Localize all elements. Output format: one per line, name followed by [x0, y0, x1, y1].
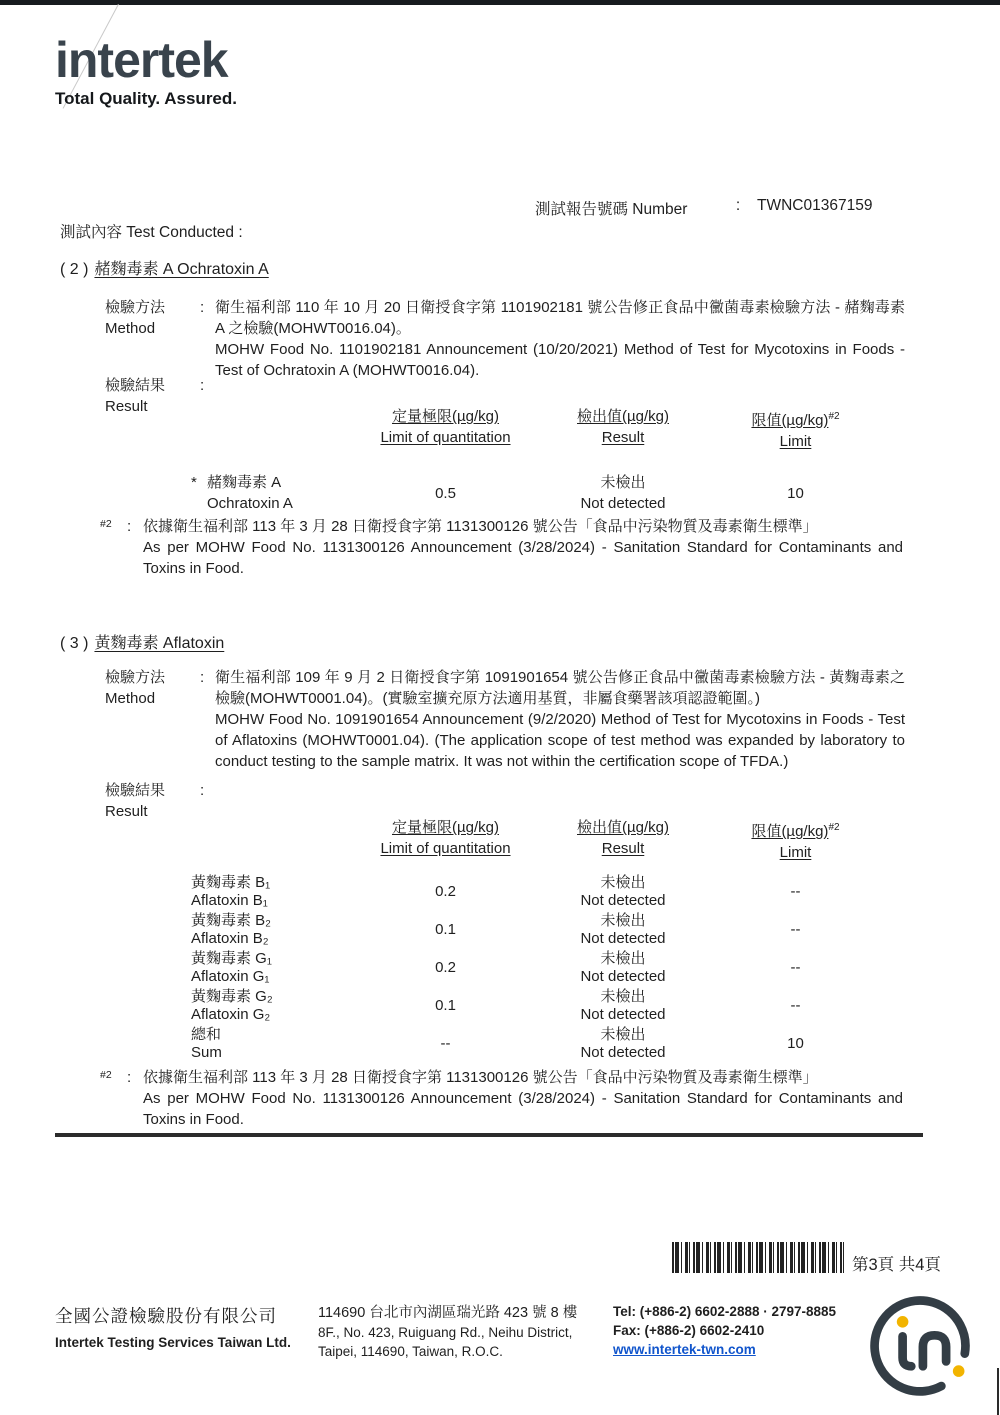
result-value: 未檢出 Not detected: [580, 1025, 666, 1061]
intertek-logo: [55, 34, 237, 109]
analyte-name: 總和 Sum: [191, 1026, 222, 1061]
footer-address: [318, 1304, 577, 1361]
limit-value: 10: [787, 1034, 804, 1052]
loq-value: 0.1: [435, 920, 456, 938]
test-conducted-label: 測試內容 Test Conducted :: [60, 224, 243, 241]
section-aflatoxin-heading: [60, 630, 224, 653]
intertek-wordmark: intertek: [55, 32, 228, 88]
intertek-seal-icon: [862, 1282, 978, 1413]
limit-value: --: [790, 882, 801, 900]
report-number-value: TWNC01367159: [757, 197, 873, 214]
limit-value: --: [790, 996, 801, 1014]
col-header-loq: 定量極限(µg/kg) Limit of quantitation: [380, 408, 511, 446]
analyte-name: 黃麴毒素 B₁ Aflatoxin B₁: [191, 874, 271, 909]
col-header-loq: 定量極限(µg/kg) Limit of quantitation: [380, 819, 511, 857]
loq-value: 0.5: [435, 484, 456, 502]
website-link[interactable]: www.intertek-twn.com: [613, 1342, 756, 1357]
footer-company: [55, 1303, 291, 1350]
footnote-aflatoxin: $^{\#2}$ : 依據衛生福利部 113 年 3 月 28 日衛授食字第 1131300126 號公告「食品中污染物質及毒素衛生標準」 As per MOHW Food No. 1131300126 Announcement (3/28/2024) - Sanitation Standard for Contaminants and Toxins in Food.: [100, 1069, 903, 1128]
loq-value: 0.2: [435, 882, 456, 900]
footnote-en: As per MOHW Food No. 1131300126 Announcement (3/28/2024) - Sanitation Standard for Contaminants and Toxins in Food.: [143, 539, 903, 577]
address-en-line2: Taipei, 114690, Taiwan, R.O.C.: [318, 1344, 503, 1359]
footnote-en: As per MOHW Food No. 1131300126 Announcement (3/28/2024) - Sanitation Standard for Contaminants and Toxins in Food.: [143, 1090, 903, 1128]
loq-value: 0.1: [435, 996, 456, 1014]
method-text: 衛生福利部 109 年 9 月 2 日衛授食字第 1091901654 號公告修正食品中黴菌毒素檢驗方法 - 黃麴毒素之檢驗(MOHWT0001.04)。(實驗室擴充原方法適用基質，非屬食藥署該項認證範圍。) MOHW Food No. 1091901654 Announcement (9/2/2020) Method of Test for Mycotoxins in Foods - Test of Aflatoxins (MOHWT0001.04). (The application scope of test method was expanded by laboratory to conduct testing to the sample matrix. It was not within the certification scope of TFDA.): [215, 669, 905, 770]
method-text: 衛生福利部 110 年 10 月 20 日衛授食字第 1101902181 號公告修正食品中黴菌毒素檢驗方法 - 赭麴毒素 A 之檢驗(MOHWT0016.04)。 MOHW Food No. 1101902181 Announcement (10/20/2021) Method of Test for Mycotoxins in Foods - Test of Ochratoxin A (MOHWT0016.04).: [215, 299, 905, 379]
limit-value: --: [790, 920, 801, 938]
report-number-row: [535, 197, 872, 219]
analyte-name: 黃麴毒素 G₂ Aflatoxin G₂: [191, 988, 273, 1023]
result-value: 未檢出 Not detected: [580, 474, 666, 512]
company-name-zh: 全國公證檢驗股份有限公司: [55, 1306, 277, 1326]
col-header-result: 檢出值(µg/kg) Result: [577, 408, 669, 446]
scan-edge-right: [997, 1368, 999, 1415]
fax-line: Fax: (+886-2) 6602-2410: [613, 1323, 765, 1338]
col-header-result: 檢出值(µg/kg) Result: [577, 819, 669, 857]
footer-contact: [613, 1302, 836, 1359]
result-value: 未檢出 Not detected: [580, 911, 666, 947]
company-name-en: Intertek Testing Services Taiwan Ltd.: [55, 1335, 291, 1350]
footnote-zh: 依據衛生福利部 113 年 3 月 28 日衛授食字第 1131300126 號公告「食品中污染物質及毒素衛生標準」: [143, 1069, 818, 1086]
section-number: ( 2 ): [60, 261, 89, 278]
footnote-zh: 依據衛生福利部 113 年 3 月 28 日衛授食字第 1131300126 號公告「食品中污染物質及毒素衛生標準」: [143, 518, 818, 535]
barcode: [672, 1242, 844, 1273]
address-en-line1: 8F., No. 423, Ruiguang Rd., Neihu District,: [318, 1325, 573, 1340]
section-number: ( 3 ): [60, 635, 89, 652]
loq-value: --: [440, 1034, 451, 1052]
method-colon: :: [200, 669, 205, 686]
result-colon: :: [200, 782, 205, 799]
ochratoxin-results-table: [183, 406, 873, 514]
report-number-colon: :: [735, 197, 741, 214]
section-aflatoxin: [60, 630, 940, 1135]
section-title: 赭麴毒素 A Ochratoxin A: [94, 261, 269, 278]
scan-edge-top: [0, 0, 1000, 5]
result-colon: :: [200, 377, 205, 394]
result-value: 未檢出 Not detected: [580, 987, 666, 1023]
result-label: 檢驗結果 Result: [105, 377, 166, 415]
analyte-name: 黃麴毒素 G₁ Aflatoxin G₁: [191, 950, 272, 985]
section-divider-rule: [55, 1133, 923, 1137]
section-title: 黃麴毒素 Aflatoxin: [94, 635, 225, 652]
col-header-limit: 限值$(\mu g/kg)^{\#2}$ Limit: [751, 822, 840, 861]
analyte-name: 黃麴毒素 B₂ Aflatoxin B₂: [191, 912, 271, 947]
section-ochratoxin: [60, 256, 940, 616]
method-colon: :: [200, 299, 205, 316]
limit-value: 10: [787, 484, 804, 502]
section-ochratoxin-heading: [60, 256, 269, 279]
result-label: 檢驗結果 Result: [105, 782, 166, 820]
footnote-ochratoxin: $^{\#2}$ : 依據衛生福利部 113 年 3 月 28 日衛授食字第 1131300126 號公告「食品中污染物質及毒素衛生標準」 As per MOHW Food No. 1131300126 Announcement (3/28/2024) - Sanitation Standard for Contaminants and Toxins in Food.: [100, 518, 903, 577]
col-header-limit: 限值$(\mu g/kg)^{\#2}$ Limit: [751, 411, 840, 450]
logo-tagline: Total Quality. Assured.: [55, 89, 237, 108]
tel-line: Tel: (+886-2) 6602-2888 · 2797-8885: [613, 1304, 837, 1319]
loq-value: 0.2: [435, 958, 456, 976]
result-label-block: [105, 780, 215, 822]
address-zh: 114690 台北市內湖區瑞光路 423 號 8 樓: [318, 1305, 578, 1321]
method-block: [105, 667, 905, 772]
analyte-name: * 赭麴毒素 A Ochratoxin A: [191, 474, 293, 512]
method-label: 檢驗方法 Method: [105, 299, 166, 337]
page-indicator: 第3頁 共4頁: [852, 1256, 941, 1274]
report-number-label: 測試報告號碼 Number: [535, 201, 688, 218]
method-label: 檢驗方法 Method: [105, 669, 166, 707]
result-value: 未檢出 Not detected: [580, 873, 666, 909]
method-block: [105, 297, 905, 381]
result-value: 未檢出 Not detected: [580, 949, 666, 985]
aflatoxin-results-table: [183, 817, 873, 1062]
limit-value: --: [790, 958, 801, 976]
